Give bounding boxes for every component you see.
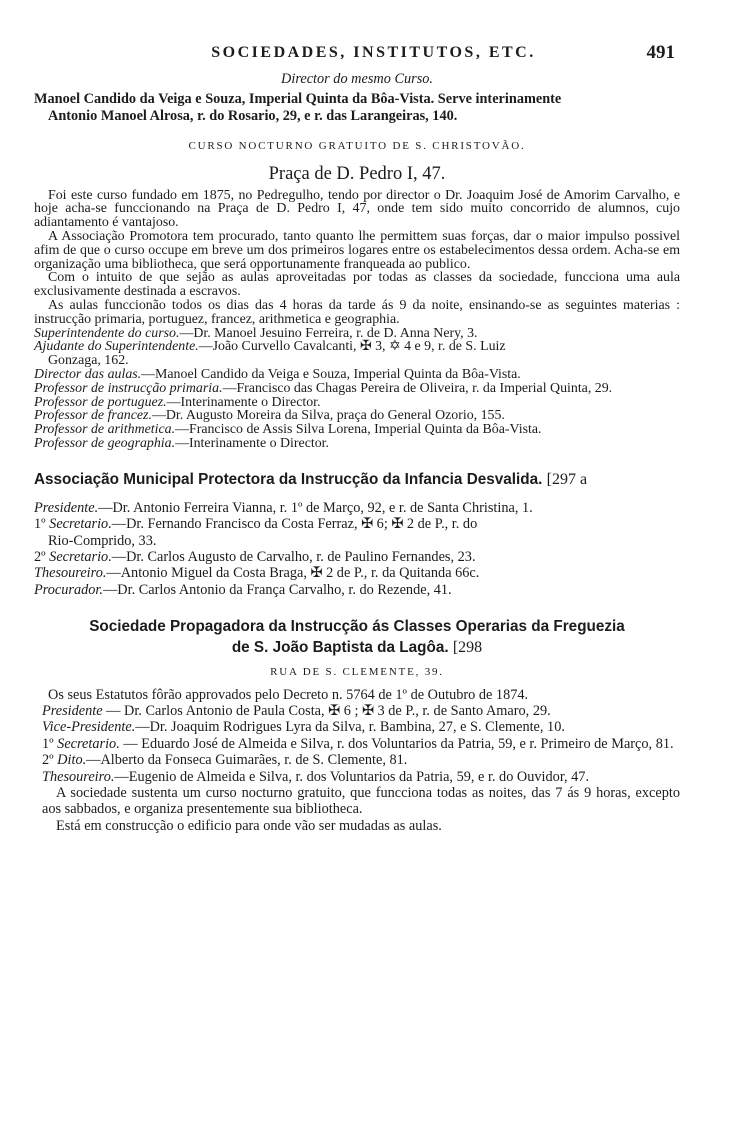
staff-entry xyxy=(34,396,680,410)
entry-continuation: Gonzaga, 162. xyxy=(48,353,129,369)
entry-line: Antonio Manoel Alrosa, r. do Rosario, 29, e r. das Larangeiras, 140. xyxy=(48,107,458,124)
staff-entry xyxy=(34,340,680,354)
entry-line: Manoel Candido da Veiga e Souza, Imperial Quinta da Bôa-Vista. Serve interinamente xyxy=(34,91,562,108)
entry-text: —João Curvello Cavalcanti, ✠ 3, ✡ 4 e 9, r. de S. Luiz xyxy=(198,339,506,355)
paragraph: As aulas funccionão todos os dias das 4 horas da tarde ás 9 da noite, ensinando-se as seguintes materias : instrucção primaria, portuguez, francez, arithmetica e geographia. xyxy=(34,298,680,327)
entry-prefix: 2º xyxy=(42,752,54,769)
entry-role: Professor de instrucção primaria. xyxy=(34,380,223,396)
section-title-cont: de S. João Baptista da Lagôa. xyxy=(231,639,449,657)
entry-role: Presidente. xyxy=(34,499,99,516)
staff-entry xyxy=(42,736,680,752)
section-address: RUA DE S. CLEMENTE, 39. xyxy=(270,666,444,679)
role-title: Director do mesmo Curso. xyxy=(281,71,433,87)
staff-entry xyxy=(34,437,680,451)
staff-entry xyxy=(42,719,680,735)
section-title: Associação Municipal Protectora da Instrucção da Infancia Desvalida. xyxy=(34,470,543,488)
entry-prefix: 1º xyxy=(42,735,54,752)
entry-role: Professor de geographia. xyxy=(34,435,176,451)
entry-role: Superintendente do curso. xyxy=(34,325,180,341)
paragraph: Está em construcção o edificio para onde vão ser mudadas as aulas. xyxy=(56,817,442,834)
staff-entry xyxy=(34,368,680,382)
entry-text: —Dr. Fernando Francisco da Costa Ferraz, ✠ 6; ✠ 2 de P., r. do xyxy=(111,516,478,533)
entry-role: Thesoureiro. xyxy=(34,565,107,582)
section-heading xyxy=(34,469,700,490)
section-title: Sociedade Propagadora da Instrucção ás Classes Operarias da Freguezia xyxy=(89,618,625,636)
section-title-line-2 xyxy=(34,637,680,658)
entry-role: Presidente xyxy=(42,703,103,720)
staff-entry xyxy=(34,409,680,423)
entry-role: Dito. xyxy=(57,752,87,769)
section-address: Praça de D. Pedro I, 47. xyxy=(268,163,446,184)
entry-role: Secretario. xyxy=(49,516,112,533)
entry-text: — Dr. Carlos Antonio de Paula Costa, ✠ 6 ; ✠ 3 de P., r. de Santo Amaro, 29. xyxy=(102,703,551,720)
entry-text: —Dr. Antonio Ferreira Vianna, r. 1º de Março, 92, e r. de Santa Christina, 1. xyxy=(98,499,533,516)
running-header xyxy=(0,44,747,68)
entry-continuation: Rio-Comprido, 33. xyxy=(48,532,157,549)
section-text xyxy=(34,189,680,327)
staff-list xyxy=(42,703,680,785)
entry-text: —Eugenio de Almeida e Silva, r. dos Voluntarios da Patria, 59, e r. do Ouvidor, 47. xyxy=(114,768,590,785)
paragraph: A sociedade sustenta um curso nocturno gratuito, que funcciona todas as noites, das 7 ás 9 horas, excepto aos sabbados, e organiza presentemente sua bibliotheca. xyxy=(42,785,680,818)
entry-role: Professor de arithmetica. xyxy=(34,422,176,438)
entry-text: —Manoel Candido da Veiga e Souza, Imperial Quinta da Bôa-Vista. xyxy=(141,366,521,382)
paragraph: Com o intuito de que sejão as aulas aproveitadas por todas as classes da sociedade, funcciona uma aula exclusivamente destinada a escravos. xyxy=(34,270,680,300)
section-title: CURSO NOCTURNO GRATUITO DE S. CHRISTOVÃO. xyxy=(188,140,526,153)
entry-role: Secretario. xyxy=(57,735,120,752)
staff-entry xyxy=(34,549,680,565)
staff-entry xyxy=(34,582,680,598)
entry-role: Thesoureiro. xyxy=(42,768,115,785)
entry-text: —Dr. Carlos Antonio da França Carvalho, r. do Rezende, 41. xyxy=(102,581,452,598)
entry-text: —Alberto da Fonseca Guimarães, r. de S. Clemente, 81. xyxy=(86,752,408,769)
entry-text: —Dr. Carlos Augusto de Carvalho, r. de Paulino Fernandes, 23. xyxy=(111,548,476,565)
staff-entry xyxy=(34,423,680,437)
entry-role: Director das aulas. xyxy=(34,366,142,382)
section-curso-nocturno-s-christovao xyxy=(34,138,680,451)
entry-role: Vice-Presidente. xyxy=(42,719,136,736)
entry-text: —Dr. Joaquim Rodrigues Lyra da Silva, r. Bambina, 27, e S. Clemente, 10. xyxy=(135,719,565,736)
section-sociedade-propagadora xyxy=(34,616,680,834)
page-body xyxy=(34,71,680,834)
entry-prefix: 1º xyxy=(34,516,46,533)
entry-text: —Dr. Manoel Jesuino Ferreira, r. de D. Anna Nery, 3. xyxy=(179,325,478,341)
entry-role: Professor de francez. xyxy=(34,408,152,424)
entry-role: Secretario. xyxy=(49,548,112,565)
staff-entry xyxy=(34,382,680,396)
staff-entry xyxy=(34,327,680,341)
paragraph: Foi este curso fundado em 1875, no Pedregulho, tendo por director o Dr. Joaquim José de Amorim Carvalho, e hoje acha-se funccionando na Praça de D. Pedro I, 47, onde tem sido muito concorrido de alumnos, cujo adiantamento é vantajoso. xyxy=(34,187,680,231)
entry-role: Procurador. xyxy=(34,581,103,598)
running-title: SOCIEDADES, INSTITUTOS, ETC. xyxy=(211,44,536,61)
entry-text: —Francisco de Assis Silva Lorena, Imperial Quinta da Bôa-Vista. xyxy=(175,422,542,438)
section-ref: [298 xyxy=(452,639,483,657)
staff-entry xyxy=(42,752,680,768)
section-associacao-municipal xyxy=(34,469,680,598)
entry-text: —Francisco das Chagas Pereira de Oliveira, r. da Imperial Quinta, 29. xyxy=(222,380,613,396)
staff-entry xyxy=(34,500,680,516)
entry-text: —Interinamente o Director. xyxy=(166,394,321,410)
paragraph: Os seus Estatutos fôrão approvados pelo Decreto n. 5764 de 1º de Outubro de 1874. xyxy=(48,686,529,703)
entry-prefix: 2º xyxy=(34,548,46,565)
entry-text: —Dr. Augusto Moreira da Silva, praça do General Ozorio, 155. xyxy=(151,408,505,424)
entry-role: Ajudante do Superintendente. xyxy=(34,339,199,355)
page-number: 491 xyxy=(646,42,675,63)
section-course-director-continuation xyxy=(34,71,680,124)
entry-text: —Interinamente o Director. xyxy=(175,435,329,451)
staff-entry xyxy=(42,703,680,719)
section-ref: [297 a xyxy=(546,470,588,488)
entry-text: — Eduardo José de Almeida e Silva, r. dos Voluntarios da Patria, 59, e r. Primeiro de Março, 81. xyxy=(119,735,674,752)
staff-list xyxy=(34,500,680,598)
staff-entry xyxy=(34,565,680,581)
staff-entry xyxy=(42,769,680,785)
paragraph: A Associação Promotora tem procurado, tanto quanto lhe permittem suas forças, dar o maior impulso possivel afim de que o curso occupe em breve um dos primeiros logares entre os estabelecimentos dessa ordem. Acha-se em organização uma bibliotheca, que será opportunamente franqueada ao publico. xyxy=(34,229,680,272)
staff-entry xyxy=(34,516,680,532)
staff-list xyxy=(34,327,680,451)
entry-text: —Antonio Miguel da Costa Braga, ✠ 2 de P., r. da Quitanda 66c. xyxy=(106,565,480,582)
entry-role: Professor de portuguez. xyxy=(34,394,167,410)
